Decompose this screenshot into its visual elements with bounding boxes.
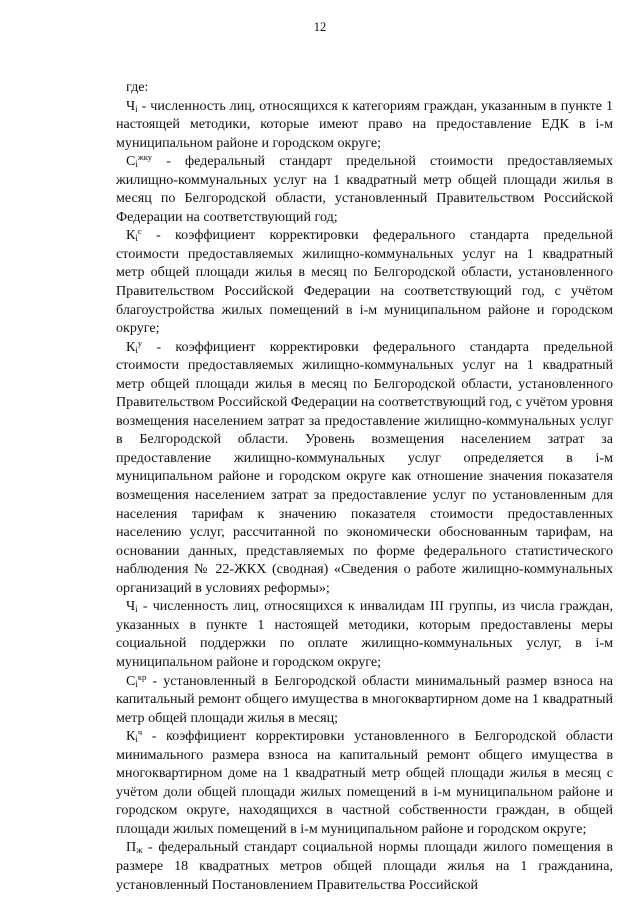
definition-paragraph [116, 672, 613, 728]
variable-symbol: К [126, 227, 136, 244]
definition-text: - федеральный стандарт социальной нормы площади жилого помещения в размере 18 квадратных метров общей площади жилья на 1 гражданина, установленный Постановлением Правительства Российской [116, 839, 613, 893]
definition-text: - численность лиц, относящихся к категориям граждан, указанным в пункте 1 настоящей методики, которые имеют право на предоставление ЕДК в i-м муниципальном районе и городском округе; [116, 97, 613, 151]
variable-subscript: i [135, 344, 138, 355]
definition-paragraph [116, 727, 613, 838]
definition-text: - коэффициент корректировки установленного в Белгородской области минимального размера взноса на капитальный ремонт общего имущества в многоквартирном доме на 1 квадратный метр общей площади жилья в месяц с учётом доли общей площади жилых помещений в i-м муниципальном районе и городском округе, находящихся в частной собственности граждан, в общей площади жилых помещений в i-м муниципальном районе и городском округе; [116, 728, 613, 837]
variable-subscript: i [135, 734, 138, 745]
definition-paragraph [116, 597, 613, 671]
variable-subscript: i [135, 604, 138, 615]
definition-paragraph [116, 97, 613, 153]
variable-superscript: кр [137, 671, 147, 682]
variable-symbol: С [126, 672, 136, 689]
variable-subscript: i [135, 678, 138, 689]
variable-superscript: жку [137, 152, 153, 163]
variable-superscript: ч [137, 727, 143, 738]
definition-paragraph [116, 838, 613, 894]
intro-line: где: [126, 79, 149, 95]
definition-paragraph [116, 338, 613, 598]
variable-superscript: с [137, 226, 142, 237]
definition-text: - коэффициент корректировки федерального стандарта предельной стоимости предоставляемых жилищно-коммунальных услуг на 1 квадратный метр общей площади жилья в месяц по Белгородской области, установленного Правительством Российской Федерации на соответствующий год, с учётом благоустройства жилых помещений в i-м муниципальном районе и городском округе; [116, 227, 613, 337]
variable-subscript: ж [136, 845, 143, 856]
document-body [116, 78, 613, 894]
definition-text: - установленный в Белгородской области минимальный размер взноса на капитальный ремонт общего имущества в многоквартирном доме на 1 квадратный метр общей площади жилья в месяц; [116, 672, 613, 726]
variable-symbol: К [126, 338, 136, 355]
definition-text: - федеральный стандарт предельной стоимости предоставляемых жилищно-коммунальных услуг на 1 квадратный метр общей площади жилья в месяц по Белгородской области, установленный Правительством Российской Федерации на соответствующий год; [116, 153, 613, 225]
page-number: 12 [313, 20, 327, 34]
variable-symbol: П [126, 839, 137, 856]
variable-subscript: i [135, 103, 138, 114]
variable-symbol: К [126, 728, 136, 745]
definition-paragraph [116, 152, 613, 226]
variable-subscript: i [135, 233, 138, 244]
definition-paragraph [116, 226, 613, 337]
variable-symbol: Ч [126, 598, 136, 615]
variable-subscript: i [135, 159, 138, 170]
definition-text: - коэффициент корректировки федерального стандарта предельной стоимости предоставляемых жилищно-коммунальных услуг на 1 квадратный метр общей площади жилья в месяц по Белгородской области, установленного Правительством Российской Федерации на соответствующий год, с учётом уровня возмещения населением затрат за предоставление жилищно-коммунальных услуг в Белгородской области. Уровень возмещения населением затрат за предоставление жилищно-коммунальных услуг определяется в i-м муниципальном районе и городском округе как отношение значения показателя возмещения населением затрат за предоставление услуг по установленным для населения тарифам к значению показателя стоимости предоставленных населению услуг, рассчитанной по экономически обоснованным тарифам, на основании данных, представляемых по форме федерального статистического наблюдения № 22-ЖКХ (сводная) «Сведения о работе жилищно-коммунальных организаций в условиях реформы»; [116, 338, 613, 596]
definition-text: - численность лиц, относящихся к инвалидам III группы, из числа граждан, указанных в пункте 1 настоящей методики, которым предоставлены меры социальной поддержки по оплате жилищно-коммунальных услуг, в i-м муниципальном районе и городском округе; [116, 598, 613, 670]
variable-symbol: Ч [126, 97, 136, 114]
variable-superscript: у [137, 337, 143, 348]
variable-symbol: С [126, 153, 136, 170]
